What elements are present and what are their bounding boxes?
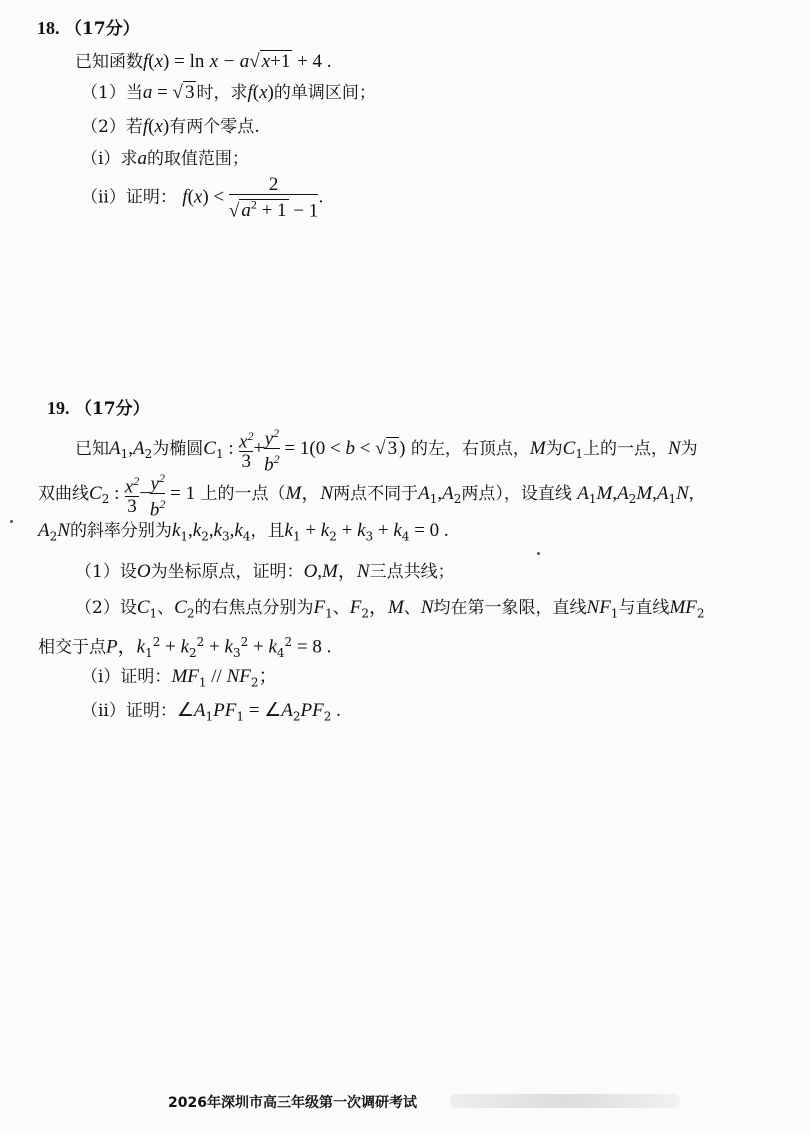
- q19-part1: （1）设O为坐标原点，证明：O,M，N三点共线；: [75, 561, 455, 582]
- q18-part2-i: （i）求a的取值范围；: [81, 148, 249, 169]
- q18-part2-ii: （ii）证明： f(x) < $\frac{2}{√ a^2 + 1 - 1}$ .: [81, 174, 324, 222]
- exam-footer: 2026年深圳市高三年级第一次调研考试: [168, 1095, 417, 1111]
- q18-header: 18. （17分）: [37, 18, 140, 39]
- q19-line1: 已知$A_1,A_2$为椭圆$C_1$ : $\frac{x^2}{3}$ + $\frac{y^2}{b^2}$ = 1(0 < b < √ 3 ) 的左，右顶点，M为$C_1$上的一点，N为: [75, 426, 698, 476]
- q19-line2: 双曲线$C_2$ : $\frac{x^2}{3}$ − $\frac{y^2}{b^2}$ = 1 上的一点（M，N两点不同于$A_1,A_2$两点），设直线 $A_1M,A_2M,A_1N$,: [38, 471, 694, 521]
- q19-part2: （2）设$C_1$、$C_2$的右焦点分别为$F_1$、$F_2$，M、N均在第一象限，直线$NF_1$与直线$MF_2$: [75, 597, 705, 621]
- q19-line3: $A_2N$的斜率分别为$k_1,k_2,k_3,k_4$，且$k_1 + k_2 + k_3 + k_4 = 0$ .: [38, 520, 449, 544]
- q18-part1: （1）当a = √ 3 时，求f(x)的单调区间；: [81, 82, 376, 103]
- q19-line5: 相交于点P，$k_1^2 + k_2^2 + k_3^2 + k_4^2 = 8$ .: [38, 635, 332, 661]
- q19-header: 19. （17分）: [47, 398, 150, 419]
- q18-part2: （2）若f(x)有两个零点.: [81, 116, 260, 137]
- q19-part2-ii: （ii）证明：$\angle A_1PF_1$ = $\angle A_2PF_2$ .: [81, 700, 341, 724]
- scan-speck: [10, 520, 13, 523]
- q18-intro: 已知函数f(x) = ln x − a√ x+1 + 4 .: [75, 51, 332, 72]
- q18-fraction: $\frac{2}{√ a^2 + 1 - 1}$: [228, 174, 319, 222]
- scan-speck: [537, 552, 540, 555]
- redacted-smudge: [450, 1094, 680, 1108]
- q19-part2-i: （i）证明：$MF_1 // NF_2$；: [81, 666, 278, 690]
